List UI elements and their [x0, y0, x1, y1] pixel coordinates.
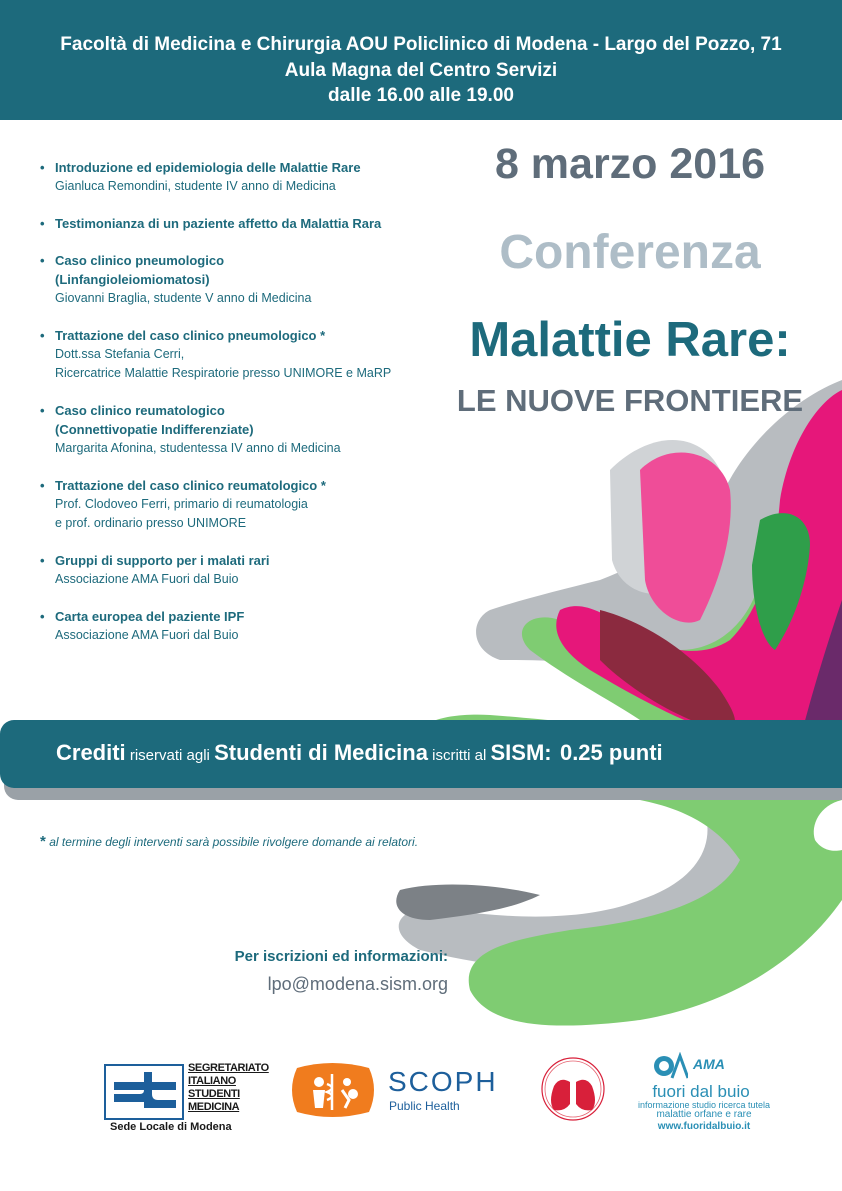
agenda-item-title: Caso clinico pneumologico [55, 253, 225, 268]
credits-phrase: riservati agli [129, 747, 210, 764]
credits-points: 0.25 punti [559, 740, 663, 765]
sism-word: ITALIANO [188, 1075, 236, 1087]
footnote-text: al termine degli interventi sarà possibile rivolgere domande ai relatori. [49, 835, 419, 849]
agenda-item-title: Testimonianza di un paziente affetto da Malattia Rara [55, 216, 382, 231]
bullet-icon: • [40, 609, 45, 624]
sism-logo-icon [104, 1064, 184, 1120]
scoph-logo: SCOPH [388, 1066, 498, 1097]
event-date: 8 marzo 2016 [494, 140, 766, 188]
event-title: Malattie Rare: [469, 313, 791, 367]
contact-email[interactable]: lpo@modena.sism.org [267, 974, 448, 994]
event-kind: Conferenza [499, 226, 761, 279]
agenda-item-speaker: Dott.ssa Stefania Cerri, [55, 347, 185, 361]
agenda-item [40, 551, 460, 589]
agenda-item-speaker: Prof. Clodoveo Ferri, primario di reumatologia [55, 497, 308, 511]
sism-wordmark [188, 1062, 270, 1114]
agenda-item-speaker: Associazione AMA Fuori dal Buio [55, 628, 239, 642]
agenda-item [40, 476, 460, 533]
event-subtitle: LE NUOVE FRONTIERE [456, 383, 804, 418]
agenda-item-speaker: Margarita Afonina, studentessa IV anno di Medicina [55, 441, 341, 455]
ama-tagline-2: malattie orfane e rare [656, 1109, 752, 1120]
agenda-item [40, 326, 460, 383]
bullet-icon: • [40, 216, 45, 231]
bullet-icon: • [40, 403, 45, 418]
agenda-item [40, 607, 460, 645]
agenda-item-title: Introduzione ed epidemiologia delle Malattie Rare [55, 160, 361, 175]
agenda-item-title: Carta europea del paziente IPF [55, 609, 245, 624]
credits-phrase2: iscritti al [432, 747, 487, 764]
agenda-item [40, 158, 460, 196]
credits-audience: Studenti di Medicina [214, 740, 428, 765]
footnote-star: * [40, 833, 46, 850]
sism-chapter: Sede Locale di Modena [110, 1121, 232, 1133]
ama-name: fuori dal buio [652, 1082, 750, 1101]
ama-website[interactable]: www.fuoridalbuio.it [657, 1121, 751, 1132]
sism-word: SEGRETARIATO [188, 1062, 269, 1074]
agenda-item-speaker: Associazione AMA Fuori dal Buio [55, 572, 239, 586]
credits-org: SISM: [490, 740, 552, 765]
agenda-item [40, 214, 460, 233]
footnote [40, 833, 418, 850]
agenda-item-title: Trattazione del caso clinico pneumologico * [55, 328, 326, 343]
bullet-icon: • [40, 253, 45, 268]
time-line: dalle 16.00 alle 19.00 [328, 85, 514, 106]
credits-text [56, 740, 816, 766]
ama-tagline [624, 1101, 784, 1119]
agenda-item-title: Gruppi di supporto per i malati rari [55, 553, 270, 568]
agenda-item-speaker-role: Ricercatrice Malattie Respiratorie presso UNIMORE e MaRP [55, 366, 392, 380]
sism-word: STUDENTI [188, 1088, 240, 1100]
agenda-item-title: Caso clinico reumatologico [55, 403, 225, 418]
bullet-icon: • [40, 478, 45, 493]
ama-logo-icon [652, 1052, 688, 1082]
agenda-item-speaker: Gianluca Remondini, studente IV anno di Medicina [55, 179, 336, 193]
agenda-item-speaker: Giovanni Braglia, studente V anno di Medicina [55, 291, 312, 305]
sism-word: MEDICINA [188, 1101, 240, 1113]
medical-students-logo-icon [287, 1060, 377, 1120]
credits-word: Crediti [56, 740, 126, 765]
ama-tagline-1: informazione studio ricerca tutela [637, 1100, 771, 1110]
darkgrey-shadow [396, 885, 540, 920]
agenda-item [40, 401, 460, 458]
agenda-item-speaker-role: e prof. ordinario presso UNIMORE [55, 516, 247, 530]
scoph-subtitle: Public Health [389, 1099, 460, 1113]
ama-acronym: AMA [693, 1056, 725, 1072]
agenda-item [40, 251, 460, 308]
agenda-item-title-detail: (Linfangioleiomiomatosi) [55, 272, 210, 287]
bullet-icon: • [40, 553, 45, 568]
bullet-icon: • [40, 328, 45, 343]
hall-line: Aula Magna del Centro Servizi [284, 60, 558, 81]
venue-line: Facoltà di Medicina e Chirurgia AOU Policlinico di Modena - Largo del Pozzo, 71 [60, 34, 782, 55]
agenda-item-title-detail: (Connettivopatie Indifferenziate) [55, 422, 254, 437]
agenda-item-title: Trattazione del caso clinico reumatologico * [55, 478, 326, 493]
agenda-list [40, 158, 460, 663]
lungs-logo-icon [540, 1052, 606, 1126]
bullet-icon: • [40, 160, 45, 175]
contact-label: Per iscrizioni ed informazioni: [234, 948, 448, 965]
